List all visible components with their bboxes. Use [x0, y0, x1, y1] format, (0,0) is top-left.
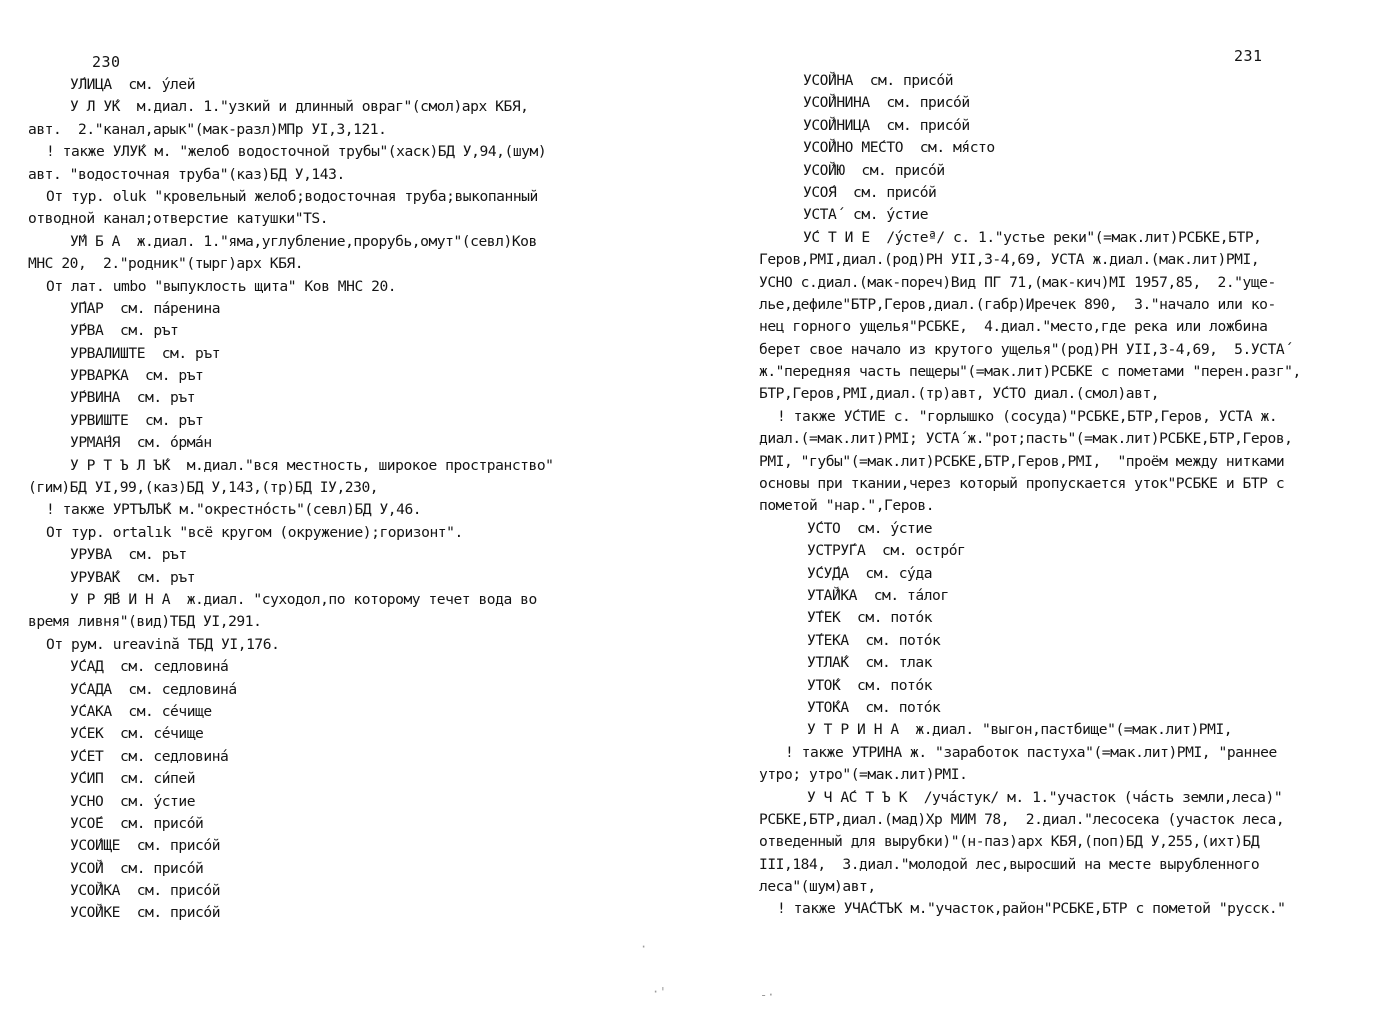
text-line: У́САДА см. седловина́	[70, 680, 237, 698]
text-line: отводной канал;отверстие катушки"TS.	[28, 210, 329, 228]
left-page	[0, 0, 690, 1026]
left-page-text	[0, 74, 690, 925]
text-line: У Р Я́В И Н А ж.диал. "суходол,по которому течет вода во	[70, 590, 537, 608]
text-line: У Р Т Ъ Л Ъ́К м.диал."вся местность, широкое пространство"	[70, 456, 554, 474]
text-line: БТР,Геров,РМI,диал.(тр)авт, У́СТО диал.(смол)авт,	[759, 385, 1160, 403]
text-line: УРУВА см. рът	[70, 546, 187, 564]
text-line: (гим)БД УI,99,(каз)БД У,143,(тр)БД IУ,230,	[28, 479, 379, 497]
text-line: У́ЛИЦА см. у́лей	[70, 76, 196, 93]
text-line: У́СТО см. у́стие	[807, 519, 933, 537]
text-line: УСО́ЙКА см. присо́й	[70, 882, 221, 900]
text-line: РМI, "губы"(=мак.лит)РСБКЕ,БТР,Геров,РМI, "проём между нитками	[759, 452, 1285, 470]
text-line: У́РВА см. рът	[70, 322, 179, 340]
text-line: УРУВА́К см. рът	[70, 568, 196, 586]
text-line: УТА́ЙКА см. та́лог	[807, 586, 949, 604]
text-line: УРВИШТЕ см. рът	[70, 411, 204, 429]
text-line: ! также УЧА́СТЪК м."участок,район"РСБКЕ,БТР с пометой "русск."	[777, 900, 1286, 918]
text-line: берет свое начало из крутого ущелья"(род)РН УII,3-4,69, 5.УСТА́	[759, 340, 1285, 358]
text-line: У́РВИНА см. рът	[70, 389, 196, 407]
page-number-right: 231	[1234, 47, 1263, 65]
gutter-speck-mark: ·'	[652, 985, 667, 999]
text-line: У́С Т И Е /у́стеª/ с. 1."устье реки"(=мак.лит)РСБКЕ,БТР,	[803, 228, 1262, 246]
page-number-left: 230	[92, 53, 121, 71]
text-line: УСНО с.диал.(мак-пореч)Вид ПГ 71,(мак-кич)МI 1957,85, 2."уще-	[759, 273, 1276, 291]
text-line: УСНО см. у́стие	[70, 792, 196, 810]
text-line: УСО́ЙЮ см. присо́й	[803, 161, 945, 179]
text-line: У Л У́К м.диал. 1."узкий и длинный овраг"(смол)арх КБЯ,	[70, 98, 529, 116]
text-line: нец горного ущелья"РСБКЕ, 4.диал."место,где река или ложбина	[759, 318, 1268, 336]
text-line: диал.(=мак.лит)РМI; УСТА́ ж."рот;пасть"(=мак.лит)РСБКЕ,БТР,Геров,	[759, 430, 1293, 448]
text-line: У́САД см. седловина́	[70, 658, 229, 676]
text-line: УРВАЛИШТЕ см. рът	[70, 344, 221, 362]
text-line: ! также У́СТИЕ с. "горлышко (сосуда)"РСБКЕ,БТР,Геров, УСТА ж.	[777, 407, 1278, 425]
text-line: пометой "нар.",Геров.	[759, 497, 935, 515]
text-line: УТО́К см. пото́к	[807, 676, 933, 694]
gutter-speck-mark: ·	[640, 940, 648, 954]
text-line: утро; утро"(=мак.лит)РМI.	[759, 766, 968, 784]
text-line: УСО́Я см. присо́й	[803, 183, 937, 201]
text-line: УРВАРКА см. рът	[70, 367, 204, 385]
text-line: УСО́ЙНИНА см. присо́й	[803, 94, 970, 112]
text-line: От тур. ortalık "всё кругом (окружение);горизонт".	[46, 523, 463, 541]
text-line: У́САКА см. се́чище	[70, 702, 212, 720]
text-line: У Т Р И Н А ж.диал. "выгон,пастбище"(=мак.лит)РМI,	[807, 721, 1233, 739]
text-line: время ливня"(вид)ТБД УI,291.	[28, 613, 262, 631]
text-line: Геров,РМI,диал.(род)РН УII,3-4,69, УСТА ж.диал.(мак.лит)РМI,	[759, 251, 1260, 269]
text-line: У́СЕК см. се́чище	[70, 725, 204, 743]
text-line: УСО́ЙНО МЕ́СТО см. мя́сто	[803, 139, 995, 157]
text-line: У́ТЕК см. пото́к	[807, 609, 933, 627]
text-line: ! также УРТЪЛЪ́К м."окрестно́сть"(севл)БД У,46.	[46, 501, 422, 519]
text-line: ж."передняя часть пещеры"(=мак.лит)РСБКЕ с пометами "перен.разг",	[759, 363, 1301, 381]
text-line: У́СЕТ см. седловина́	[70, 747, 229, 765]
text-line: РСБКЕ,БТР,диал.(мад)Хр МИМ 78, 2.диал."лесосека (участок леса,	[759, 810, 1285, 828]
text-line: У́ТЕКА см. пото́к	[807, 631, 941, 649]
text-line: основы при ткании,через который пропускается уток"РСБКЕ и БТР с	[759, 475, 1285, 493]
text-line: ! также УТРИНА ж. "заработок пастуха"(=мак.лит)РМI, "раннее	[785, 743, 1277, 761]
right-page-text	[715, 70, 1400, 921]
text-line: авт. "водосточная труба"(каз)БД У,143.	[28, 165, 345, 183]
text-line: УСО́ЙКЕ см. присо́й	[70, 904, 221, 922]
text-line: леса"(шум)авт,	[759, 878, 876, 896]
gutter-speck-mark: -·	[760, 988, 775, 1002]
text-line: УСТРУ́ГА см. остро́г	[807, 542, 966, 560]
text-line: От тур. oluk "кровельный желоб;водосточная труба;выкопанный	[46, 187, 538, 205]
text-line: УТО́КА см. пото́к	[807, 698, 941, 716]
text-line: ! также УЛУ́К м. "желоб водосточной трубы"(хаск)БД У,94,(шум)	[46, 143, 547, 161]
text-line: УРМА́НЯ см. о́рма́н	[70, 434, 212, 452]
text-line: У Ч А́С Т Ъ К /уча́стук/ м. 1."участок (ча́сть земли,леса)"	[807, 788, 1283, 806]
text-line: УСО́Й см. присо́й	[70, 859, 204, 877]
text-line: УСТА́ см. у́стие	[803, 206, 929, 224]
text-line: У́М Б А ж.диал. 1."яма,углубление,прорубь,омут"(севл)Ков	[70, 232, 537, 250]
text-line: УСО́ИЩЕ см. присо́й	[70, 837, 221, 855]
text-line: отведенный для вырубки)"(н-паз)арх КБЯ,(поп)БД У,255,(ихт)БД	[759, 833, 1260, 851]
text-line: У́СУ́ДА см. су́да	[807, 564, 933, 582]
text-line: УСО́ЙНА см. присо́й	[803, 72, 954, 89]
text-line: От лат. umbo "выпуклость щита" Ков МНС 20.	[46, 277, 397, 295]
text-line: авт. 2."канал,арык"(мак-разл)МПр УI,3,121.	[28, 120, 387, 138]
right-page	[715, 0, 1400, 1026]
text-line: У́ПАР см. па́ренина	[70, 299, 221, 317]
text-line: УСО́ЙНИЦА см. присо́й	[803, 116, 970, 134]
text-line: У́СИП см. си́пей	[70, 770, 196, 788]
text-line: От рум. ureavină ТБД УI,176.	[46, 635, 280, 653]
text-line: III,184, 3.диал."молодой лес,выросший на месте вырубленного	[759, 855, 1260, 873]
text-line: лье,дефиле"БТР,Геров,диал.(габр)Иречек 890, 3."начало или ко-	[759, 295, 1276, 313]
text-line: МНС 20, 2."родник"(тырг)арх КБЯ.	[28, 255, 304, 273]
text-line: УСО́Е см. присо́й	[70, 814, 204, 832]
text-line: УТЛА́К см. тлак	[807, 654, 933, 672]
